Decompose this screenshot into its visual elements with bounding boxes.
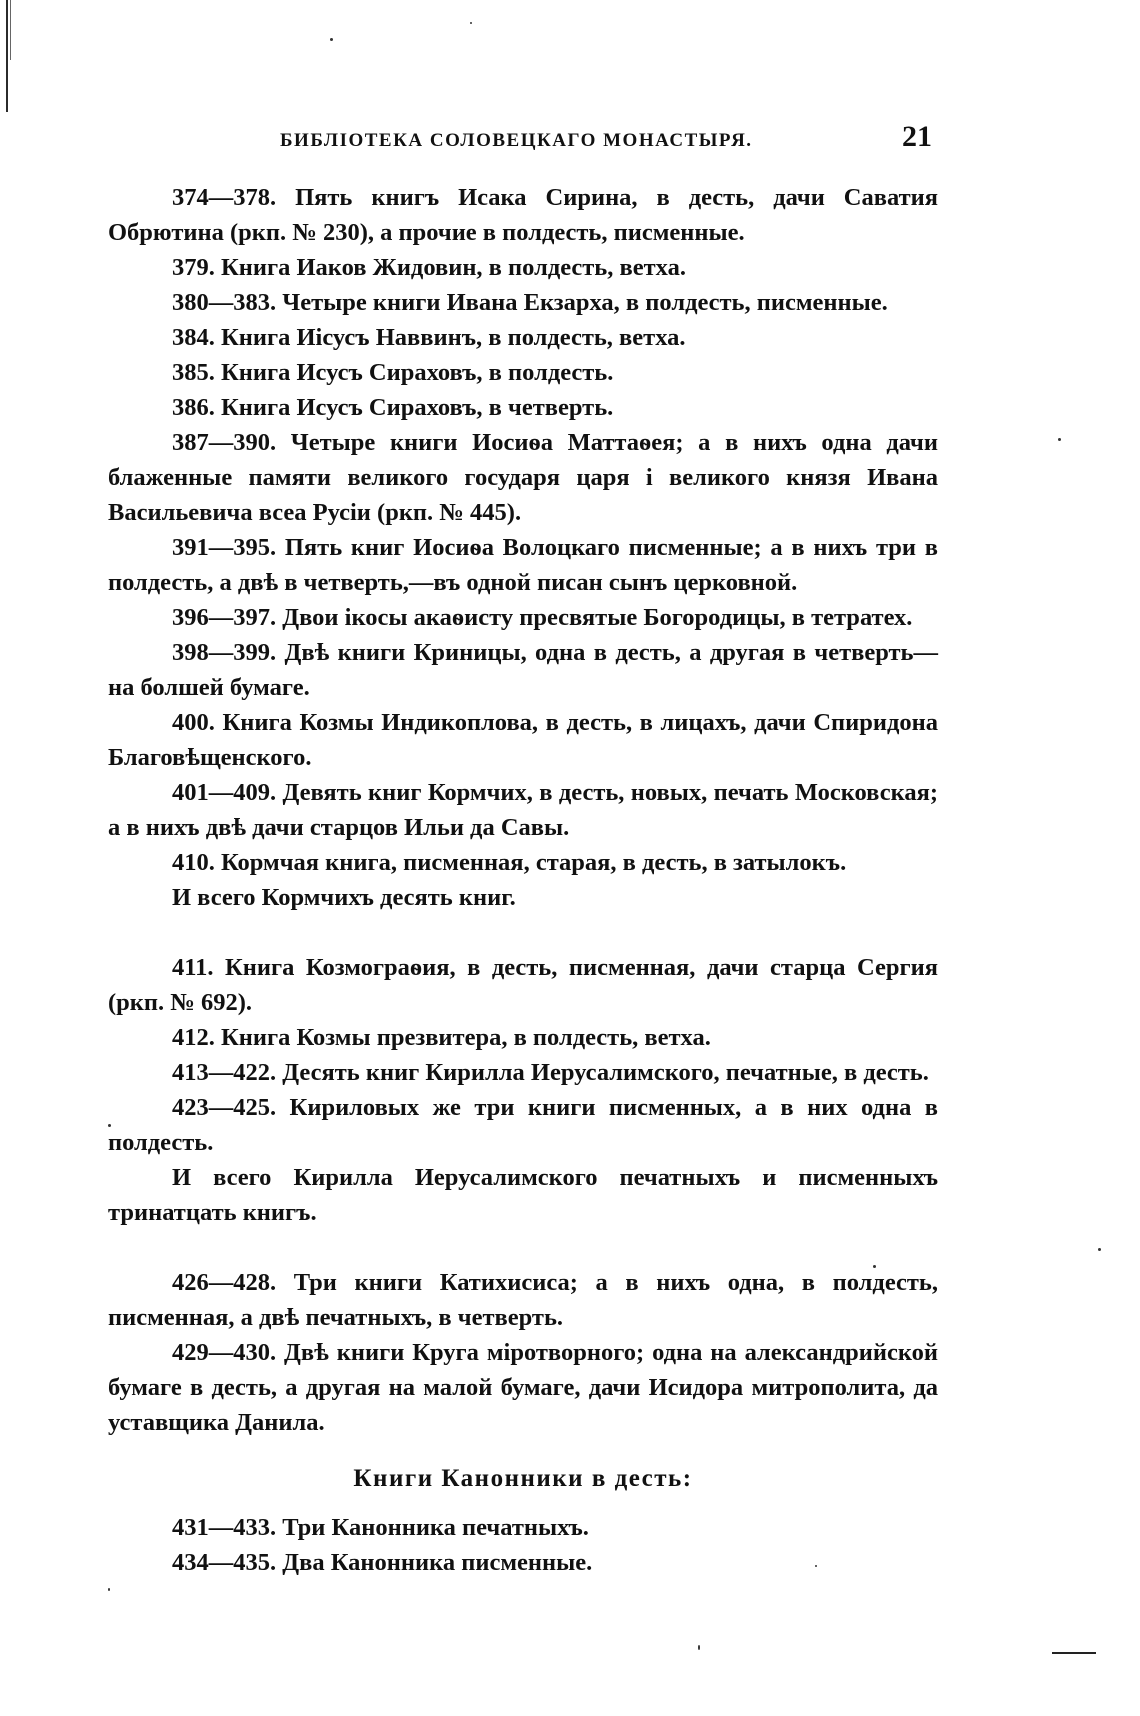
- paragraph: 429—430. Двѣ книги Круга міротворного; одна на александрийской бумаге в десть, а другая на малой бумаге, дачи Исидора митрополита, да уставщика Данила.: [108, 1339, 938, 1436]
- paragraph: 410. Кормчая книга, писменная, старая, в десть, в затылокъ.: [172, 849, 847, 876]
- paragraph: 426—428. Три книги Катихисиса; а в нихъ одна, в полдесть, писменная, а двѣ печатныхъ, в четверть.: [108, 1269, 938, 1331]
- scan-speck: [1098, 1248, 1101, 1251]
- scan-speck: [698, 1645, 700, 1650]
- paragraph: 431—433. Три Канонника печатныхъ.: [172, 1514, 589, 1541]
- paragraph: 413—422. Десять книг Кирилла Иерусалимского, печатные, в десть.: [172, 1059, 929, 1086]
- scan-speck: [1058, 438, 1061, 441]
- scan-speck: [815, 1565, 817, 1567]
- paragraph: 374—378. Пять книгъ Исака Сирина, в десть, дачи Саватия Обрютина (ркп. № 230), а прочие в полдесть, писменные.: [108, 184, 938, 246]
- paragraph: 423—425. Кириловых же три книги писменных, а в них одна в полдесть.: [108, 1094, 938, 1156]
- paragraph: 384. Книга Иісусъ Наввинъ, в полдесть, ветха.: [172, 324, 686, 351]
- page-number: 21: [902, 120, 932, 153]
- scan-speck: [873, 1265, 876, 1268]
- scan-speck: [108, 1124, 111, 1127]
- paragraph: 387—390. Четыре книги Иосиѳа Маттаѳея; а в нихъ одна дачи блаженные памяти великого государя царя і великого князя Ивана Васильевича всеа Русіи (ркп. № 445).: [108, 429, 938, 526]
- paragraph: 412. Книга Козмы презвитера, в полдесть, ветха.: [172, 1024, 711, 1051]
- summary-line: И всего Кирилла Иерусалимского печатныхъ и писменныхъ тринатцать книгъ.: [108, 1164, 938, 1226]
- paragraph: 385. Книга Исусъ Сираховъ, в полдесть.: [172, 359, 614, 386]
- scan-speck: [470, 22, 472, 24]
- paragraph: 396—397. Двои ікосы акаѳисту пресвятые Богородицы, в тетратех.: [172, 604, 913, 631]
- paragraph: 434—435. Два Канонника писменные.: [172, 1549, 593, 1576]
- page-edge-line: [6, 0, 8, 112]
- paragraph: 411. Книга Козмограѳия, в десть, писменная, дачи старца Сергия (ркп. № 692).: [108, 954, 938, 1016]
- paragraph: 398—399. Двѣ книги Криницы, одна в десть, а другая в четверть—на болшей бумаге.: [108, 639, 938, 701]
- scan-dash-mark: [1052, 1652, 1096, 1654]
- paragraph-gap: [108, 915, 938, 950]
- section-heading: Книги Канонники в десть:: [353, 1465, 693, 1492]
- page-header: [170, 120, 932, 154]
- paragraph-gap: [108, 1230, 938, 1265]
- paragraph: 379. Книга Иаков Жидовин, в полдесть, ветха.: [172, 254, 686, 281]
- scan-speck: [330, 38, 333, 41]
- main-text: [108, 180, 938, 1580]
- paragraph: 391—395. Пять книг Иосиѳа Волоцкаго писменные; а в нихъ три в полдесть, а двѣ в четверть,—въ одной писан сынъ церковной.: [108, 534, 938, 596]
- paragraph: 386. Книга Исусъ Сираховъ, в четверть.: [172, 394, 614, 421]
- summary-line: И всего Кормчихъ десять книг.: [172, 884, 516, 911]
- scan-speck: [108, 1588, 110, 1591]
- paragraph: 380—383. Четыре книги Ивана Екзарха, в полдесть, писменные.: [172, 289, 888, 316]
- running-head: БИБЛІОТЕКА СОЛОВЕЦКАГО МОНАСТЫРЯ.: [280, 130, 753, 151]
- page-edge-line-secondary: [10, 0, 11, 60]
- paragraph: 400. Книга Козмы Индикоплова, в десть, в лицахъ, дачи Спиридона Благовѣщенского.: [108, 709, 938, 771]
- paragraph: 401—409. Девять книг Кормчих, в десть, новых, печать Московская; а в нихъ двѣ дачи старцов Ильи да Савы.: [108, 779, 938, 841]
